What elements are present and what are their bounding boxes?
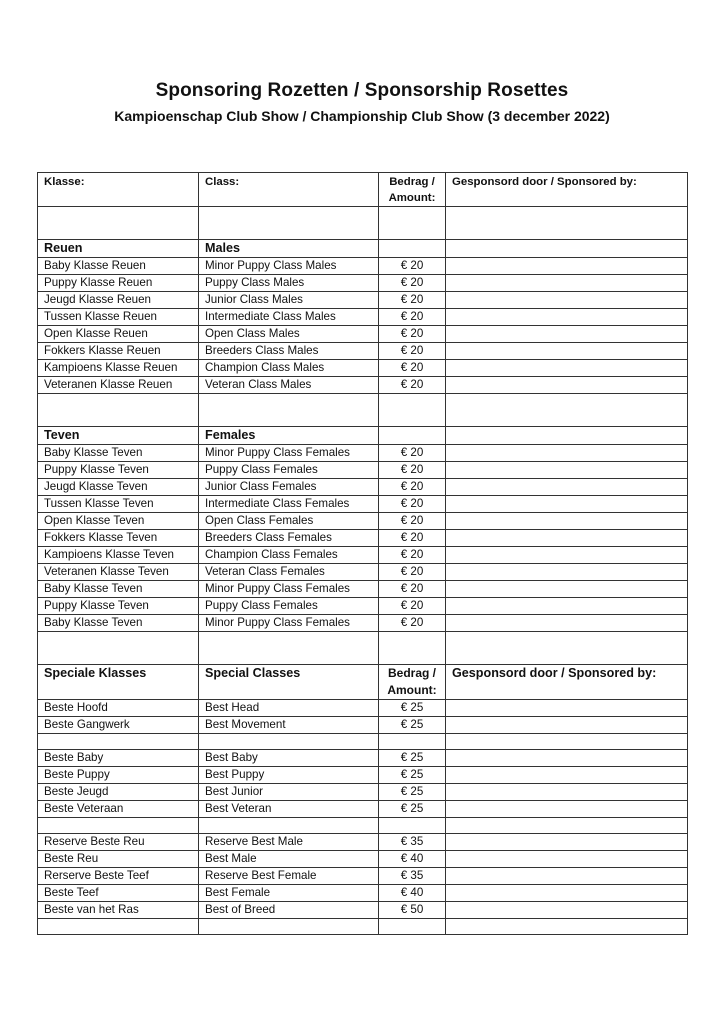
class-name-nl: Puppy Klasse Teven <box>38 462 199 479</box>
spacer-row <box>38 818 688 834</box>
sponsor-cell <box>446 851 688 868</box>
females-row <box>38 513 688 530</box>
amount-value: € 20 <box>379 496 446 513</box>
spacer-row <box>38 919 688 935</box>
class-name-en: Best Head <box>199 700 379 717</box>
section-special-nl: Speciale Klasses <box>38 665 199 700</box>
sponsor-cell <box>446 547 688 564</box>
sponsorship-table-body <box>38 173 688 935</box>
header-amount-line1: Bedrag / <box>389 176 435 188</box>
section-females-nl: Teven <box>38 427 199 445</box>
amount-value: € 20 <box>379 530 446 547</box>
females-row <box>38 547 688 564</box>
class-name-nl: Kampioens Klasse Teven <box>38 547 199 564</box>
class-name-nl: Puppy Klasse Reuen <box>38 275 199 292</box>
section-males-header <box>38 240 688 258</box>
class-name-en: Puppy Class Females <box>199 462 379 479</box>
males-row <box>38 275 688 292</box>
spacer-row <box>38 734 688 750</box>
males-row <box>38 360 688 377</box>
section-males-nl: Reuen <box>38 240 199 258</box>
class-name-en: Best Baby <box>199 750 379 767</box>
class-name-nl: Veteranen Klasse Teven <box>38 564 199 581</box>
class-name-nl: Reserve Beste Reu <box>38 834 199 851</box>
sponsor-cell <box>446 258 688 275</box>
class-name-nl: Beste Baby <box>38 750 199 767</box>
amount-value: € 20 <box>379 343 446 360</box>
document-subtitle: Kampioenschap Club Show / Championship Club Show (3 december 2022) <box>114 108 610 124</box>
class-name-en: Best Veteran <box>199 801 379 818</box>
special-row <box>38 851 688 868</box>
class-name-nl: Rerserve Beste Teef <box>38 868 199 885</box>
amount-value: € 25 <box>379 801 446 818</box>
amount-value: € 20 <box>379 581 446 598</box>
class-name-nl: Beste van het Ras <box>38 902 199 919</box>
class-name-en: Junior Class Females <box>199 479 379 496</box>
class-name-en: Minor Puppy Class Males <box>199 258 379 275</box>
class-name-nl: Open Klasse Teven <box>38 513 199 530</box>
class-name-en: Best Male <box>199 851 379 868</box>
special-row <box>38 700 688 717</box>
class-name-nl: Baby Klasse Teven <box>38 445 199 462</box>
amount-value: € 25 <box>379 767 446 784</box>
section-special-header <box>38 665 688 700</box>
amount-value: € 20 <box>379 292 446 309</box>
amount-value: € 25 <box>379 700 446 717</box>
amount-value: € 20 <box>379 547 446 564</box>
females-row <box>38 530 688 547</box>
amount-value: € 25 <box>379 717 446 734</box>
amount-value: € 20 <box>379 360 446 377</box>
amount-value: € 35 <box>379 868 446 885</box>
amount-value: € 20 <box>379 309 446 326</box>
class-name-nl: Beste Puppy <box>38 767 199 784</box>
class-name-en: Minor Puppy Class Females <box>199 615 379 632</box>
special-row <box>38 801 688 818</box>
sponsor-cell <box>446 309 688 326</box>
class-name-en: Best Female <box>199 885 379 902</box>
males-row <box>38 326 688 343</box>
class-name-nl: Fokkers Klasse Reuen <box>38 343 199 360</box>
special-row <box>38 868 688 885</box>
blank-row <box>38 207 688 240</box>
header-klasse: Klasse: <box>38 173 199 207</box>
sponsor-cell <box>446 496 688 513</box>
amount-value: € 20 <box>379 445 446 462</box>
sponsor-cell <box>446 767 688 784</box>
header-amount-line2: Amount: <box>388 192 436 204</box>
class-name-en: Breeders Class Females <box>199 530 379 547</box>
class-name-en: Best Junior <box>199 784 379 801</box>
males-row <box>38 309 688 326</box>
females-row <box>38 462 688 479</box>
males-row <box>38 343 688 360</box>
males-row <box>38 292 688 309</box>
special-row <box>38 834 688 851</box>
sponsor-cell <box>446 377 688 394</box>
class-name-en: Breeders Class Males <box>199 343 379 360</box>
class-name-nl: Beste Reu <box>38 851 199 868</box>
class-name-nl: Beste Teef <box>38 885 199 902</box>
sponsor-cell <box>446 564 688 581</box>
amount-value: € 20 <box>379 479 446 496</box>
males-row <box>38 377 688 394</box>
sponsor-cell <box>446 615 688 632</box>
class-name-nl: Puppy Klasse Teven <box>38 598 199 615</box>
class-name-en: Best of Breed <box>199 902 379 919</box>
sponsor-cell <box>446 750 688 767</box>
class-name-nl: Jeugd Klasse Reuen <box>38 292 199 309</box>
amount-value: € 20 <box>379 615 446 632</box>
class-name-en: Champion Class Males <box>199 360 379 377</box>
section-females-header <box>38 427 688 445</box>
amount-value: € 40 <box>379 885 446 902</box>
females-row <box>38 445 688 462</box>
females-row <box>38 496 688 513</box>
amount-value: € 50 <box>379 902 446 919</box>
amount-value: € 20 <box>379 377 446 394</box>
sponsor-cell <box>446 717 688 734</box>
females-row <box>38 479 688 496</box>
class-name-nl: Veteranen Klasse Reuen <box>38 377 199 394</box>
section-special-en: Special Classes <box>199 665 379 700</box>
sponsor-cell <box>446 834 688 851</box>
class-name-nl: Jeugd Klasse Teven <box>38 479 199 496</box>
special-amount-line1: Bedrag / <box>387 666 436 680</box>
class-name-en: Champion Class Females <box>199 547 379 564</box>
class-name-nl: Kampioens Klasse Reuen <box>38 360 199 377</box>
sponsor-cell <box>446 513 688 530</box>
amount-value: € 40 <box>379 851 446 868</box>
sponsor-cell <box>446 700 688 717</box>
class-name-en: Junior Class Males <box>199 292 379 309</box>
sponsor-cell <box>446 784 688 801</box>
class-name-nl: Fokkers Klasse Teven <box>38 530 199 547</box>
header-class: Class: <box>199 173 379 207</box>
class-name-nl: Beste Hoofd <box>38 700 199 717</box>
sponsorship-table <box>37 172 688 935</box>
class-name-en: Reserve Best Male <box>199 834 379 851</box>
class-name-en: Open Class Females <box>199 513 379 530</box>
sponsor-cell <box>446 530 688 547</box>
special-amount-line2: Amount: <box>387 683 437 697</box>
sponsor-cell <box>446 902 688 919</box>
class-name-en: Open Class Males <box>199 326 379 343</box>
amount-value: € 20 <box>379 258 446 275</box>
sponsor-cell <box>446 801 688 818</box>
class-name-en: Puppy Class Males <box>199 275 379 292</box>
sponsor-cell <box>446 292 688 309</box>
class-name-nl: Tussen Klasse Teven <box>38 496 199 513</box>
sponsor-cell <box>446 598 688 615</box>
class-name-nl: Baby Klasse Teven <box>38 581 199 598</box>
sponsor-cell <box>446 326 688 343</box>
section-females-en: Females <box>199 427 379 445</box>
special-sponsor-header: Gesponsord door / Sponsored by: <box>446 665 688 700</box>
class-name-en: Minor Puppy Class Females <box>199 445 379 462</box>
class-name-nl: Tussen Klasse Reuen <box>38 309 199 326</box>
document-title: Sponsoring Rozetten / Sponsorship Rosettes <box>155 80 569 101</box>
class-name-nl: Baby Klasse Reuen <box>38 258 199 275</box>
amount-value: € 25 <box>379 750 446 767</box>
class-name-en: Intermediate Class Males <box>199 309 379 326</box>
females-row <box>38 598 688 615</box>
class-name-en: Puppy Class Females <box>199 598 379 615</box>
sponsor-cell <box>446 479 688 496</box>
class-name-nl: Beste Gangwerk <box>38 717 199 734</box>
sponsor-cell <box>446 275 688 292</box>
males-row <box>38 258 688 275</box>
class-name-en: Best Puppy <box>199 767 379 784</box>
class-name-en: Reserve Best Female <box>199 868 379 885</box>
class-name-nl: Open Klasse Reuen <box>38 326 199 343</box>
amount-value: € 25 <box>379 784 446 801</box>
sponsor-cell <box>446 445 688 462</box>
section-males-en: Males <box>199 240 379 258</box>
females-row <box>38 564 688 581</box>
sponsor-cell <box>446 343 688 360</box>
special-row <box>38 885 688 902</box>
females-row <box>38 581 688 598</box>
special-row <box>38 767 688 784</box>
header-sponsor: Gesponsord door / Sponsored by: <box>446 173 688 207</box>
sponsor-cell <box>446 868 688 885</box>
amount-value: € 20 <box>379 564 446 581</box>
class-name-en: Veteran Class Males <box>199 377 379 394</box>
class-name-en: Veteran Class Females <box>199 564 379 581</box>
amount-value: € 35 <box>379 834 446 851</box>
class-name-nl: Baby Klasse Teven <box>38 615 199 632</box>
special-row <box>38 902 688 919</box>
special-row <box>38 784 688 801</box>
class-name-en: Best Movement <box>199 717 379 734</box>
class-name-en: Minor Puppy Class Females <box>199 581 379 598</box>
amount-value: € 20 <box>379 598 446 615</box>
special-row <box>38 717 688 734</box>
sponsor-cell <box>446 360 688 377</box>
females-row <box>38 615 688 632</box>
special-amount-header <box>379 665 446 700</box>
amount-value: € 20 <box>379 275 446 292</box>
sponsor-cell <box>446 462 688 479</box>
amount-value: € 20 <box>379 462 446 479</box>
blank-row <box>38 632 688 665</box>
class-name-nl: Beste Jeugd <box>38 784 199 801</box>
class-name-en: Intermediate Class Females <box>199 496 379 513</box>
sponsor-cell <box>446 885 688 902</box>
amount-value: € 20 <box>379 513 446 530</box>
class-name-nl: Beste Veteraan <box>38 801 199 818</box>
table-header-row <box>38 173 688 207</box>
header-amount <box>379 173 446 207</box>
blank-row <box>38 394 688 427</box>
amount-value: € 20 <box>379 326 446 343</box>
special-row <box>38 750 688 767</box>
sponsor-cell <box>446 581 688 598</box>
